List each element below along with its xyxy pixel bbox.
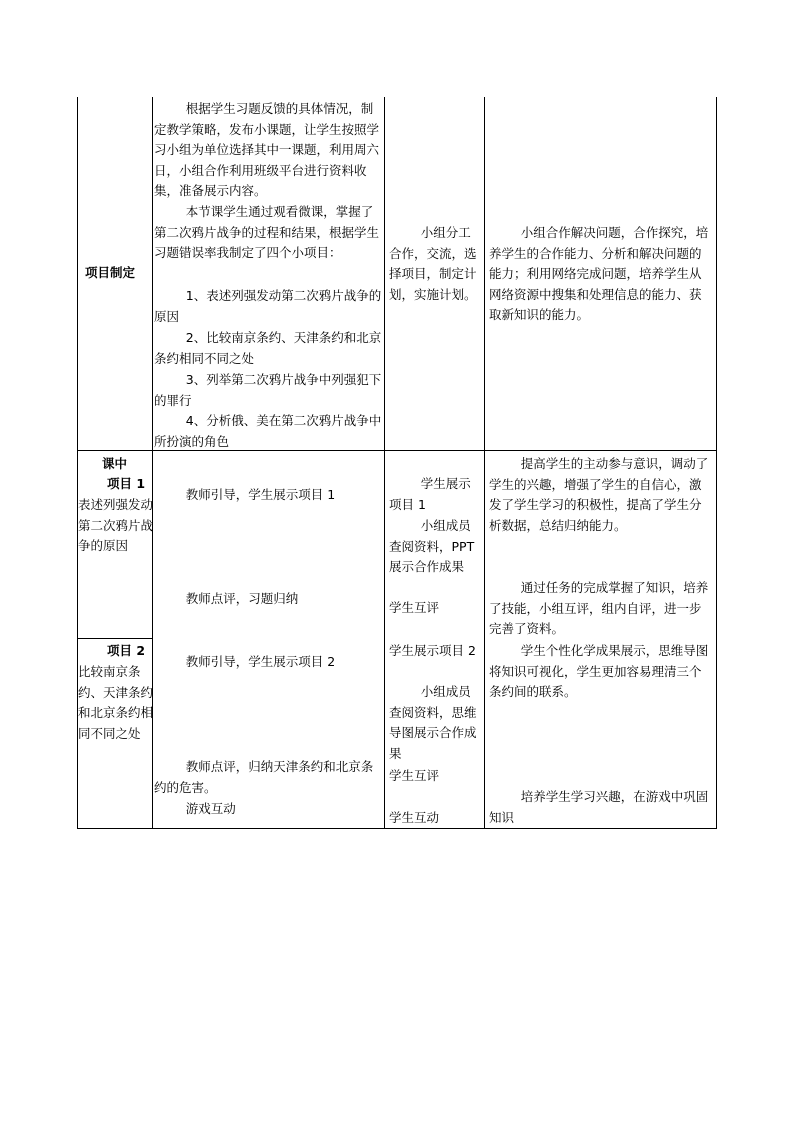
student-activity-2: 小组成员查阅资料，PPT 展示合作成果 — [389, 518, 479, 574]
project-1-description: 表述列强发动第二次鸦片战争的原因 — [78, 497, 154, 553]
row-label-project-1: 项目 1 — [107, 476, 146, 491]
row-label-project-2: 项目 2 — [107, 643, 146, 658]
teacher-activity-3: 教师引导，学生展示项目 2 — [154, 654, 336, 669]
student-activity-4: 学生展示项目 2 — [389, 643, 476, 658]
table-row-divider-sub — [77, 638, 153, 639]
teacher-activity-1: 教师引导，学生展示项目 1 — [154, 487, 336, 502]
teacher-activity-2: 教师点评，习题归纳 — [154, 591, 299, 606]
table-border-col4 — [484, 97, 485, 828]
planning-student-activity: 小组分工合作，交流，选择项目，制定计划，实施计划。 — [389, 225, 477, 302]
student-activity-6: 学生互评 — [389, 768, 440, 783]
student-activity-5: 小组成员查阅资料，思维导图展示合作成果 — [389, 684, 477, 761]
student-activity-3: 学生互评 — [389, 600, 440, 615]
teacher-activity-5: 游戏互动 — [154, 801, 236, 816]
table-border-col3 — [384, 97, 385, 828]
planning-item-3: 3、列举第二次鸦片战争中列强犯下的罪行 — [154, 372, 382, 408]
planning-item-2: 2、比较南京条约、天津条约和北京条约相同不同之处 — [154, 330, 382, 366]
project-2-description: 比较南京条约、天津条约和北京条约相同不同之处 — [78, 664, 154, 741]
purpose-4: 培养学生学习兴趣，在游戏中巩固知识 — [489, 789, 709, 825]
planning-item-1: 1、表述列强发动第二次鸦片战争的原因 — [154, 288, 382, 324]
table-border-right — [716, 97, 717, 828]
student-activity-7: 学生互动 — [389, 810, 440, 825]
purpose-3: 学生个性化学成果展示，思维导图将知识可视化，学生更加容易理清三个条约间的联系。 — [489, 643, 709, 699]
student-activity-1: 学生展示项目 1 — [389, 476, 471, 512]
teacher-activity-4: 教师点评，归纳天津条约和北京条约的危害。 — [154, 759, 374, 795]
purpose-2: 通过任务的完成掌握了知识，培养了技能，小组互评，组内自评，进一步完善了资料。 — [489, 580, 709, 636]
row-label-in-class: 课中 — [102, 456, 128, 471]
planning-purpose: 小组合作解决问题，合作探究，培养学生的合作能力、分析和解决问题的能力；利用网络完成问题，培养学生从网络资源中搜集和处理信息的能力、获取新知识的能力。 — [489, 225, 709, 322]
planning-paragraph-2: 本节课学生通过观看微课，掌握了第二次鸦片战争的过程和结果，根据学生习题错误率我制定了四个小项目： — [154, 204, 380, 260]
row-label-project-planning: 项目制定 — [85, 265, 136, 280]
purpose-1: 提高学生的主动参与意识，调动了学生的兴趣，增强了学生的自信心，激发了学生学习的积极性，提高了学生分析数据，总结归纳能力。 — [489, 456, 709, 533]
planning-paragraph-1: 根据学生习题反馈的具体情况，制定教学策略，发布小课题，让学生按照学习小组为单位选择其中一课题，利用周六日，小组合作利用班级平台进行资料收集，准备展示内容。 — [154, 101, 380, 198]
planning-item-4: 4、分析俄、美在第二次鸦片战争中所扮演的角色 — [154, 413, 382, 449]
